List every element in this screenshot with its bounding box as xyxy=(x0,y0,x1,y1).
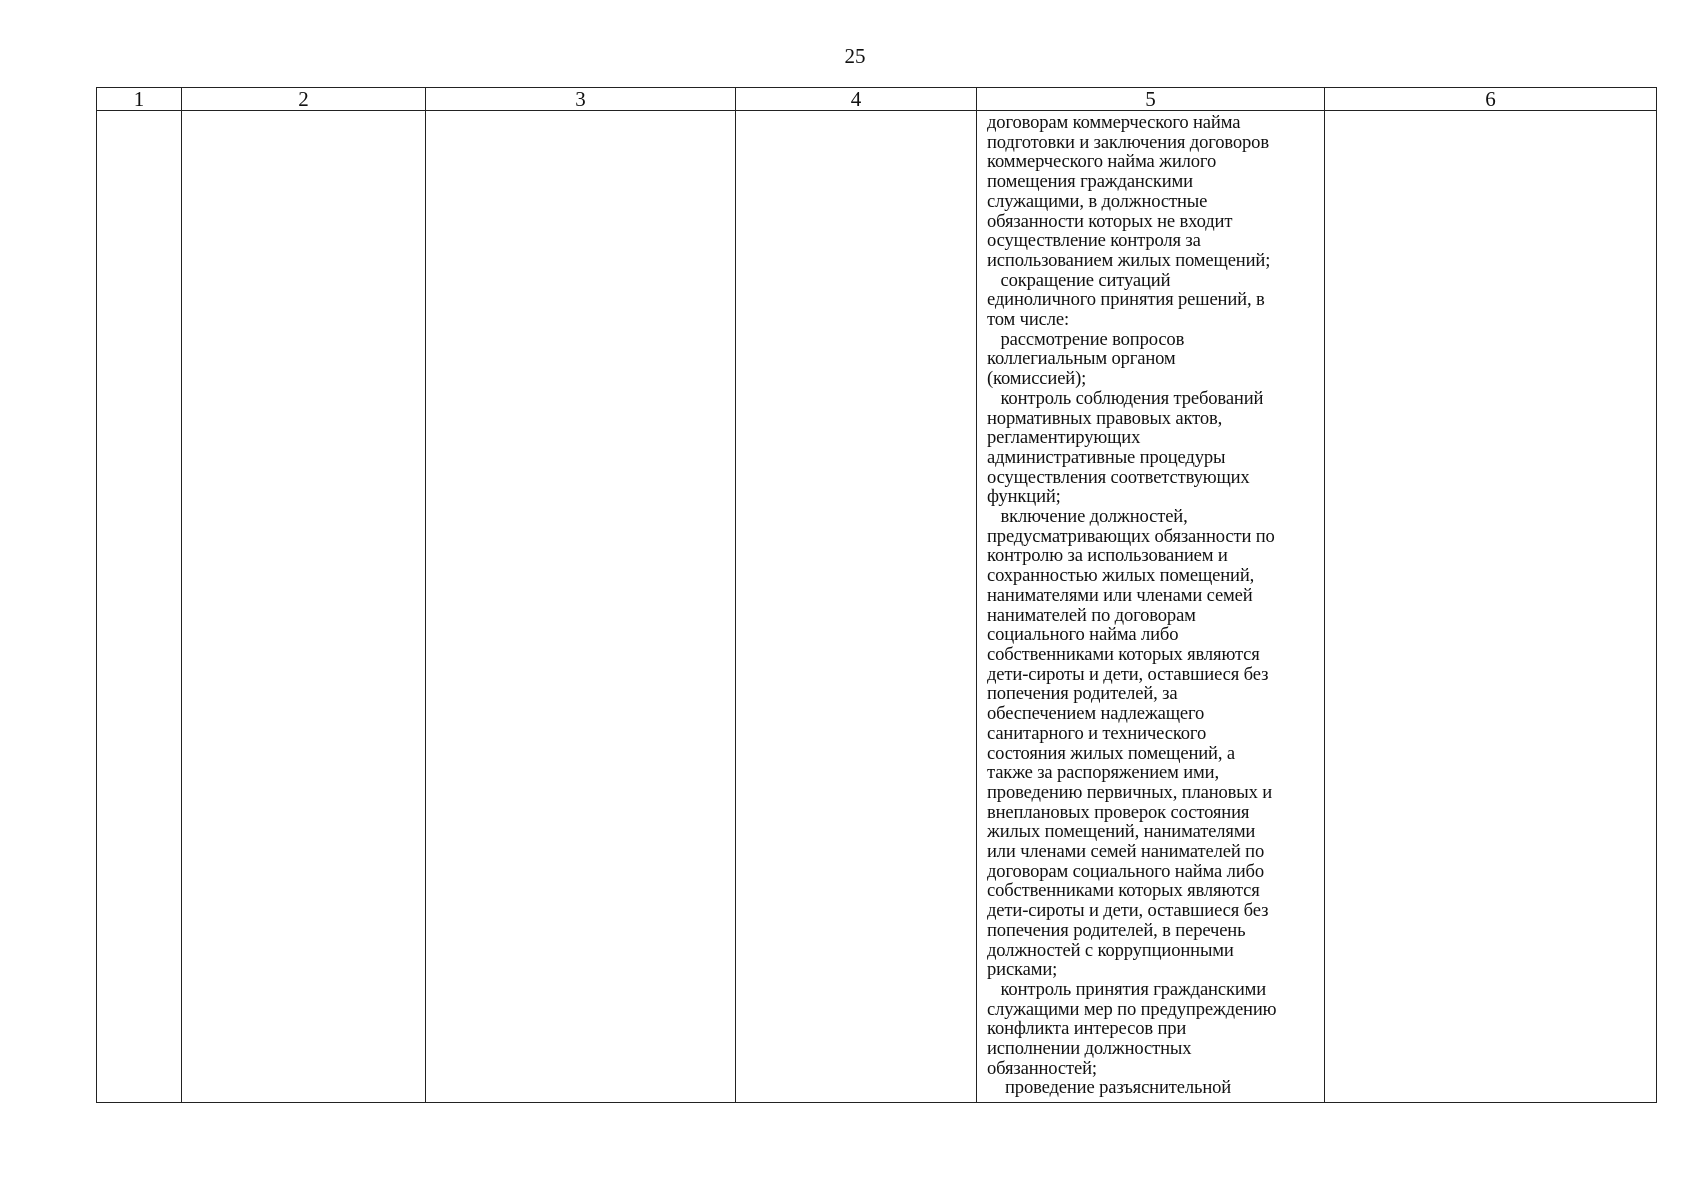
text-line: рисками; xyxy=(987,959,1058,981)
text-line: контроль принятия гражданскими xyxy=(987,978,1267,1000)
text-line: контролю за использованием и xyxy=(987,545,1228,567)
text-line: проведение разъяснительной xyxy=(987,1077,1232,1099)
text-line: собственниками которых являются xyxy=(987,643,1260,665)
text-line: жилых помещений, нанимателями xyxy=(987,821,1256,843)
text-line: состояния жилых помещений, а xyxy=(987,742,1235,764)
text-line: функций; xyxy=(987,486,1061,508)
text-line: должностей с коррупционными xyxy=(987,939,1234,961)
column-header-1: 1 xyxy=(97,88,182,111)
text-line: социального найма либо xyxy=(987,624,1179,646)
text-line: дети-сироты и дети, оставшиеся без xyxy=(987,663,1269,685)
cell-col-2 xyxy=(182,111,426,1103)
page-number: 25 xyxy=(844,44,866,68)
text-line: регламентирующих xyxy=(987,427,1141,449)
text-line: собственниками которых являются xyxy=(987,880,1260,902)
text-line: использованием жилых помещений; xyxy=(987,249,1271,271)
column-header-5: 5 xyxy=(977,88,1325,111)
table-row xyxy=(97,111,1657,1103)
text-line: единоличного принятия решений, в xyxy=(987,289,1265,311)
text-line: помещения гражданскими xyxy=(987,171,1193,193)
text-line: договорам коммерческого найма xyxy=(987,112,1241,133)
text-line: проведению первичных, плановых и xyxy=(987,781,1273,803)
text-line: нанимателями или членами семей xyxy=(987,584,1253,606)
text-line: конфликта интересов при xyxy=(987,1018,1187,1040)
cell-col-6 xyxy=(1325,111,1657,1103)
text-line: санитарного и технического xyxy=(987,722,1207,744)
text-line: осуществления соответствующих xyxy=(987,466,1250,488)
text-line: контроль соблюдения требований xyxy=(987,387,1264,409)
text-line: попечения родителей, за xyxy=(987,683,1178,705)
text-line: включение должностей, xyxy=(987,506,1188,528)
text-line: рассмотрение вопросов xyxy=(987,328,1185,350)
cell-col-3 xyxy=(426,111,736,1103)
text-line: также за распоряжением ими, xyxy=(987,762,1219,784)
text-line: предусматривающих обязанности по xyxy=(987,525,1275,547)
text-line: служащими, в должностные xyxy=(987,190,1208,212)
cell-col-4 xyxy=(736,111,977,1103)
text-line: обязанности которых не входит xyxy=(987,210,1233,232)
text-line: служащими мер по предупреждению xyxy=(987,998,1277,1020)
text-line: или членами семей нанимателей по xyxy=(987,841,1265,863)
measures-table xyxy=(96,87,1657,1103)
text-line: коллегиальным органом xyxy=(987,348,1176,370)
text-line: попечения родителей, в перечень xyxy=(987,919,1246,941)
text-line: административные процедуры xyxy=(987,446,1226,468)
text-line: коммерческого найма жилого xyxy=(987,151,1217,173)
text-line: нормативных правовых актов, xyxy=(987,407,1223,429)
column-header-6: 6 xyxy=(1325,88,1657,111)
text-line: внеплановых проверок состояния xyxy=(987,801,1250,823)
text-line: том числе: xyxy=(987,309,1069,331)
text-line: обязанностей; xyxy=(987,1057,1097,1079)
text-line: сохранностью жилых помещений, xyxy=(987,565,1255,587)
text-line: нанимателей по договорам xyxy=(987,604,1196,626)
cell-col-1 xyxy=(97,111,182,1103)
text-line: осуществление контроля за xyxy=(987,230,1201,252)
column-header-3: 3 xyxy=(426,88,736,111)
text-line: обеспечением надлежащего xyxy=(987,703,1205,725)
column-header-2: 2 xyxy=(182,88,426,111)
column-header-4: 4 xyxy=(736,88,977,111)
text-line: подготовки и заключения договоров xyxy=(987,131,1269,153)
header-row xyxy=(97,88,1657,111)
text-line: сокращение ситуаций xyxy=(987,269,1171,291)
text-line: исполнении должностных xyxy=(987,1038,1192,1060)
text-line: (комиссией); xyxy=(987,368,1087,390)
cell-col-5-measures-text xyxy=(977,111,1325,1103)
text-line: дети-сироты и дети, оставшиеся без xyxy=(987,900,1269,922)
text-line: договорам социального найма либо xyxy=(987,860,1264,882)
